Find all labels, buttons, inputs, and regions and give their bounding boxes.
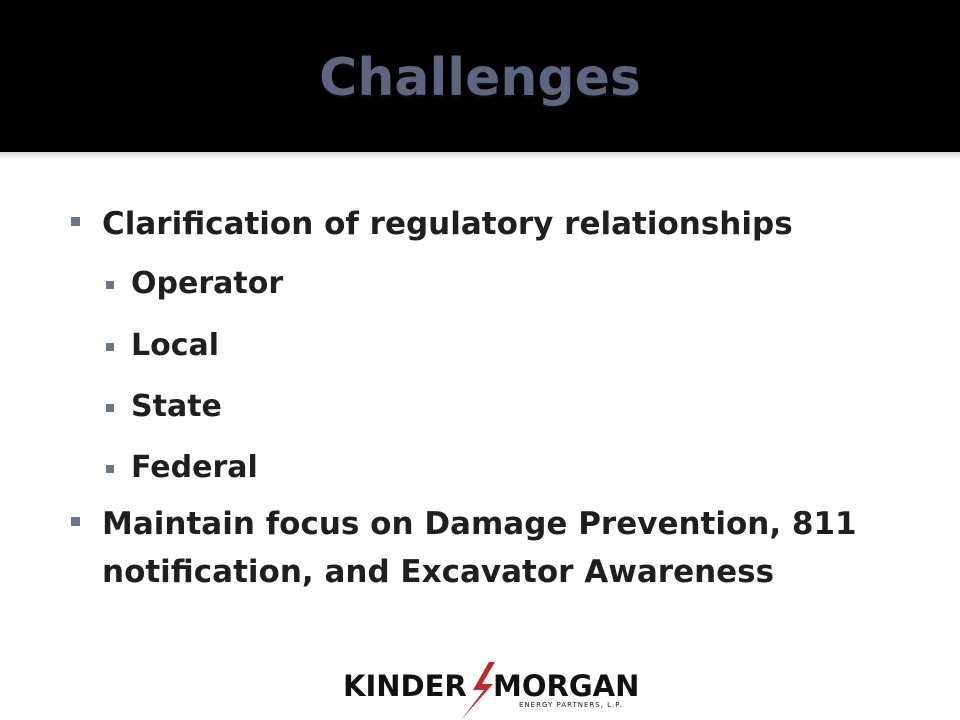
sub-bullet-item: Local bbox=[131, 328, 220, 363]
sub-bullet-marker-icon bbox=[106, 465, 114, 473]
logo-tagline: ENERGY PARTNERS, L.P. bbox=[519, 701, 623, 709]
kinder-morgan-logo bbox=[343, 660, 640, 720]
sub-bullet-marker-icon bbox=[106, 404, 114, 412]
sub-bullet-item: Federal bbox=[131, 450, 258, 485]
bullet-item: Clarification of regulatory relationships bbox=[102, 206, 793, 242]
sub-bullet-marker-icon bbox=[106, 343, 114, 351]
bullet-marker-icon bbox=[71, 217, 80, 226]
slide-title: Challenges bbox=[319, 48, 641, 108]
logo-left-word: KINDER bbox=[343, 669, 467, 703]
sub-bullet-marker-icon bbox=[106, 281, 114, 289]
sub-bullet-item: Operator bbox=[131, 266, 284, 301]
bullet-item: Maintain focus on Damage Prevention, 811 notification, and Excavator Awareness bbox=[102, 506, 857, 590]
bullet-marker-icon bbox=[71, 517, 80, 526]
sub-bullet-item: State bbox=[131, 389, 222, 424]
logo-right-word: MORGAN bbox=[493, 669, 640, 703]
